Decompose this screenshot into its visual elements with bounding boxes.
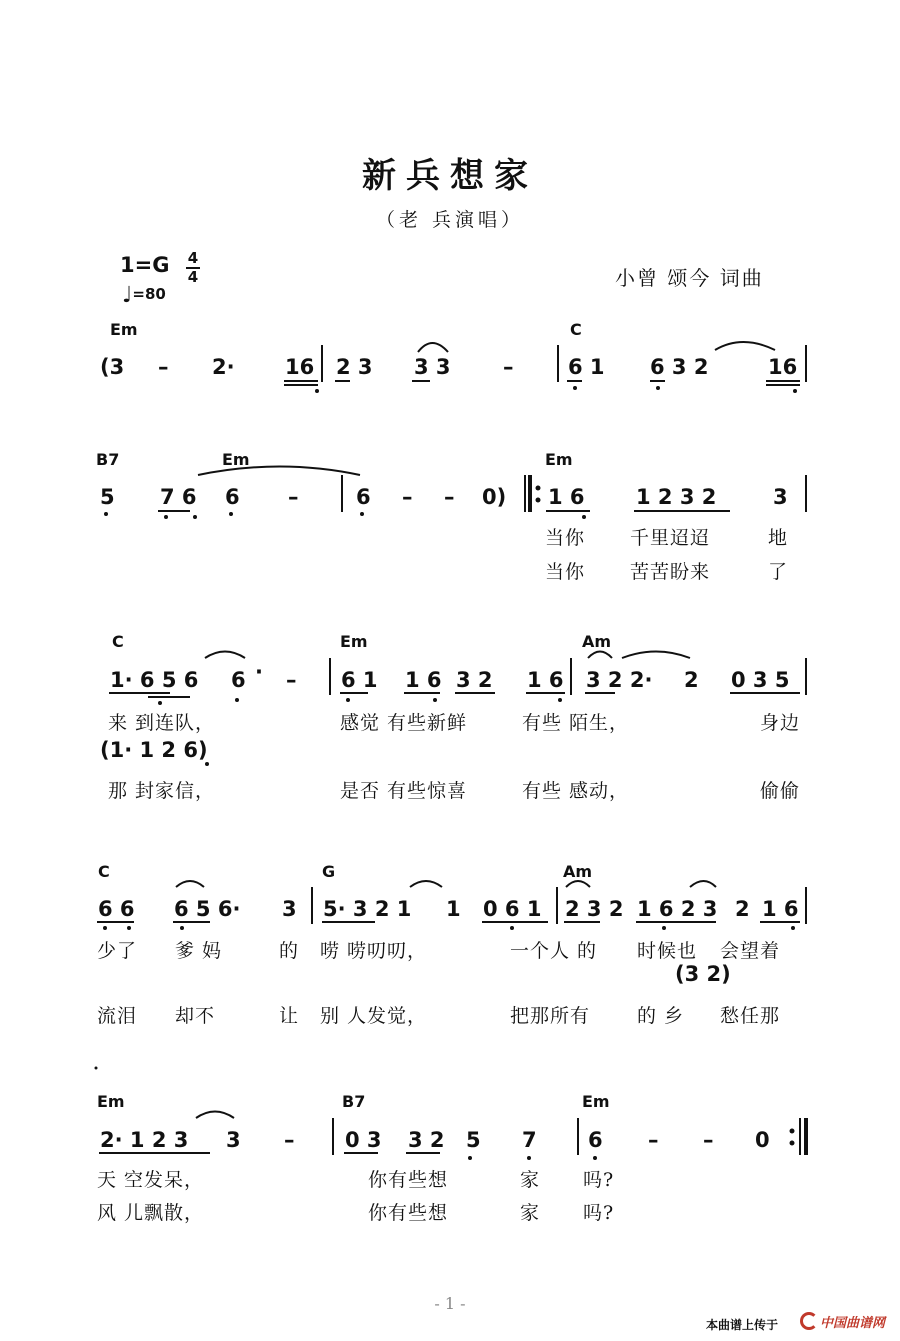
alternate-notes: (1· 1 2 6) [100,738,208,762]
note-group: – [703,1128,714,1152]
lyric-verse-2: 的 乡 [637,1005,685,1027]
quarter-note-icon: ♩ [122,283,133,308]
note-group: – [402,485,413,509]
time-signature-bottom: 4 [187,268,199,286]
site-logo-text: 中国曲谱网 [820,1316,886,1331]
note-group: 2· [212,355,235,379]
lyric-verse-2: 是否 有些惊喜 [340,780,468,802]
slur [205,652,245,659]
chord-label: Em [222,450,250,469]
lyric-verse-1: 家 [520,1169,541,1191]
slur [622,652,690,659]
lyric-verse-1: 唠 唠叨叨， [320,940,428,962]
page-number: - 1 - [434,1294,466,1313]
note-group: 1 6 [548,485,585,509]
note-group: 6 [356,485,371,509]
slur [176,881,204,887]
note-group: 7 [522,1128,537,1152]
octave-dot [346,698,350,702]
chord-label: Em [582,1092,610,1111]
octave-dot [510,926,514,930]
octave-dot [229,512,233,516]
octave-dot [205,762,209,766]
chord-label: Am [582,632,612,651]
slur [196,1112,234,1119]
octave-dot [127,926,131,930]
repeat-dot [536,486,541,491]
note-group: 7 6 [160,485,197,509]
chord-label: C [570,320,582,339]
repeat-dot [536,498,541,503]
lyric-verse-1: 千里迢迢 [630,527,711,549]
slur [198,467,360,476]
lyric-verse-1: 感觉 有些新鲜 [340,712,468,734]
chord-label: C [112,632,124,651]
note-group: 6 5 6· [174,897,241,921]
note-group: 6 3 2 [650,355,709,379]
lyric-verse-1: 身边 [760,712,801,734]
key-signature: 1=G [120,253,170,277]
lyric-verse-2: 流泪 [97,1005,138,1027]
lyric-verse-1: 天 空发呆， [97,1169,205,1191]
note-group: 2· 1 2 3 [100,1128,189,1152]
octave-dot [593,1156,597,1160]
octave-dot [360,512,364,516]
note-group: 6 1 [341,668,378,692]
note-group: – [286,668,297,692]
note-group: – [284,1128,295,1152]
lyric-verse-1: 有些 陌生， [522,712,630,734]
alternate-notes: (3 2) [675,962,731,986]
credit-line: 小曾 颂今 词曲 [615,266,764,290]
octave-dot [103,926,107,930]
repeat-dot [790,1141,795,1146]
chord-label: Em [545,450,573,469]
lyric-verse-2: 有些 感动， [522,780,630,802]
lyric-verse-2: 风 儿飘散， [97,1202,205,1224]
note-group: 1 6 [405,668,442,692]
lyric-verse-1: 的 [279,940,300,962]
note-group: 2 [684,668,699,692]
slur [418,343,448,352]
octave-dot [193,515,197,519]
slur [588,652,612,659]
octave-dot [656,386,660,390]
song-title: 新兵想家 [362,156,538,196]
note-group: 2 3 2 [565,897,624,921]
lyric-verse-2: 偷偷 [760,780,801,802]
octave-dot [558,698,562,702]
note-group: 6 1 [568,355,605,379]
chord-label: B7 [342,1092,366,1111]
note-group: 6 [231,668,246,692]
note-group: – [288,485,299,509]
note-group: · [255,660,263,684]
octave-dot [582,515,586,519]
octave-dot [315,389,319,393]
slur [690,881,716,887]
chord-label: Em [97,1092,125,1111]
note-group: 0) [482,485,507,509]
octave-dot [433,698,437,702]
note-group: 16 [285,355,315,379]
slur [410,881,442,887]
chord-label: C [98,862,110,881]
lyric-verse-1: 你有些想 [368,1169,449,1191]
octave-dot [793,389,797,393]
octave-dot [791,926,795,930]
performer-subtitle: （老 兵演唱） [375,209,525,231]
note-group: 0 6 1 [483,897,542,921]
lyric-verse-2: 把那所有 [510,1005,591,1027]
note-group: 5 [100,485,115,509]
note-group: 1 6 2 3 [637,897,718,921]
octave-dot [164,515,168,519]
note-group: 3 2 [408,1128,445,1152]
lyric-verse-2: 却不 [175,1005,216,1027]
octave-dot [104,512,108,516]
upload-credit-label: 本曲谱上传于 [706,1318,779,1332]
slur [566,881,590,887]
slur [715,342,775,350]
lyric-verse-2: 你有些想 [368,1202,449,1224]
octave-dot [180,926,184,930]
note-group: 5 [466,1128,481,1152]
chord-label: B7 [96,450,120,469]
note-group: 3 [282,897,297,921]
lyric-verse-2: 苦苦盼来 [630,561,711,583]
note-group: 3 [226,1128,241,1152]
lyric-verse-1: 当你 [545,527,586,549]
octave-dot [662,926,666,930]
note-group: – [444,485,455,509]
note-group: 0 3 [345,1128,382,1152]
chord-label: G [322,862,336,881]
note-group: 0 [755,1128,770,1152]
octave-dot [158,701,162,705]
note-group: 2 [735,897,750,921]
octave-dot [573,386,577,390]
note-group: – [648,1128,659,1152]
chord-label: Em [110,320,138,339]
chord-label: Am [563,862,593,881]
tempo-value: =80 [132,285,166,303]
note-group: 3 [773,485,788,509]
lyric-verse-1: 来 到连队， [108,712,216,734]
note-group: 1 6 [527,668,564,692]
lyric-verse-1: 少了 [97,940,138,962]
lyric-verse-1: 地 [768,527,789,549]
lyric-verse-1: 会望着 [720,940,781,962]
note-group: 3 2 2· [586,668,653,692]
note-group: (3 [100,355,125,379]
chord-label: Em [340,632,368,651]
logo-icon [800,1312,818,1330]
note-group: 1 [446,897,461,921]
lyric-verse-2: 别 人发觉， [320,1005,428,1027]
lyric-verse-2: 了 [768,561,789,583]
octave-dot [527,1156,531,1160]
lyric-verse-2: 当你 [545,561,586,583]
repeat-dot [790,1129,795,1134]
note-group: 6 [588,1128,603,1152]
octave-dot [468,1156,472,1160]
site-logo[interactable] [800,1312,885,1331]
lyric-verse-2: 让 [279,1005,300,1027]
note-group: – [158,355,169,379]
lyric-verse-1: 时候也 [637,940,698,962]
note-group: 16 [768,355,798,379]
note-group: 3 2 [456,668,493,692]
note-group: 6 [225,485,240,509]
lyric-verse-2: 吗? [583,1202,615,1224]
note-group: 1 6 [762,897,799,921]
note-group: 2 3 [336,355,373,379]
note-group: 0 3 5 [731,668,790,692]
lyric-verse-2: 愁任那 [720,1005,781,1027]
note-group: 1· 6 5 6 [110,668,199,692]
octave-dot [235,698,239,702]
lyric-verse-1: 一个人 的 [510,940,598,962]
note-group: 1 2 3 2 [636,485,717,509]
note-group: 3 3 [414,355,451,379]
note-group: – [503,355,514,379]
note-group: 6 6 [98,897,135,921]
lyric-verse-2: 家 [520,1202,541,1224]
time-signature-top: 4 [187,249,199,267]
lyric-verse-1: 吗? [583,1169,615,1191]
lyric-verse-2: 那 封家信， [108,780,216,802]
note-group: 5· 3 2 1 [323,897,412,921]
stray-mark [95,1067,98,1070]
lyric-verse-1: 爹 妈 [175,940,223,962]
